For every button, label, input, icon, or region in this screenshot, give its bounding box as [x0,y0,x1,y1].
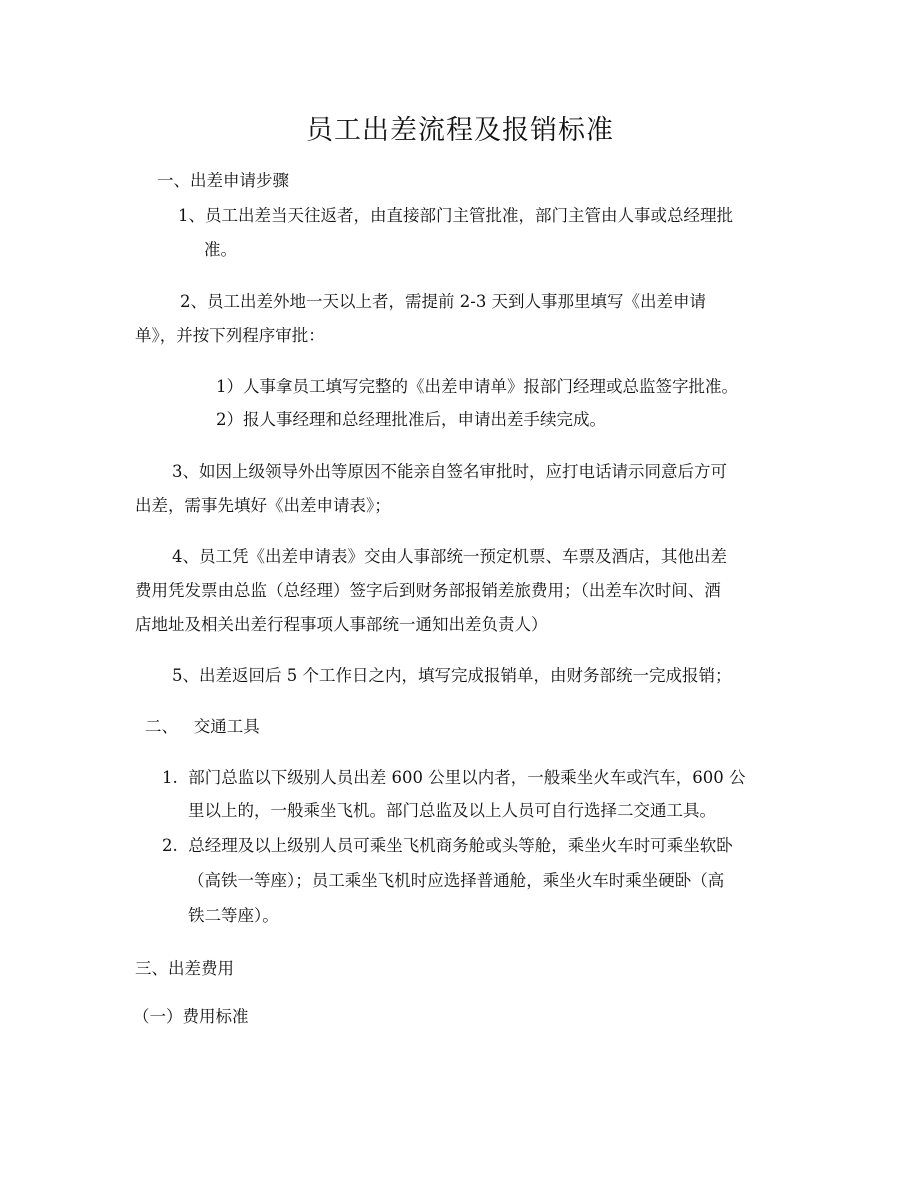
section-heading-travel-expenses: 三、出差费用 [135,959,234,978]
paragraph-line: 1、员工出差当天往返者，由直接部门主管批准，部门主管由人事或总经理批 [178,206,733,225]
paragraph-line: 费用凭发票由总监（总经理）签字后到财务部报销差旅费用；（出差车次时间、酒 [135,581,721,600]
paragraph-line: 单》，并按下列程序审批： [135,326,325,345]
section-heading-transportation: 二、 交通工具 [145,717,260,736]
paragraph-line: 店地址及相关出差行程事项人事部统一通知出差负责人） [135,615,548,634]
section-heading-application-steps: 一、出差申请步骤 [157,171,289,190]
list-item-line: 铁二等座）。 [188,906,279,925]
sub-item-line: 1）人事拿员工填写完整的《出差申请单》报部门经理或总监签字批准。 [216,377,738,396]
document-title: 员工出差流程及报销标准 [306,115,614,146]
list-item-line: 1. 部门总监以下级别人员出差 600 公里以内者，一般乘坐火车或汽车，600 公 [162,768,746,787]
list-item-line: 2. 总经理及以上级别人员可乘坐飞机商务舱或头等舱，乘坐火车时可乘坐软卧 [162,836,733,855]
list-item-line: （高铁一等座）；员工乘坐飞机时应选择普通舱，乘坐火车时乘坐硬卧（高 [188,871,725,890]
subsection-heading-expense-standards: （一）费用标准 [133,1007,249,1026]
paragraph-line: 3、如因上级领导外出等原因不能亲自签名审批时，应打电话请示同意后方可 [172,462,727,481]
paragraph-line: 2、员工出差外地一天以上者，需提前 2-3 天到人事那里填写《出差申请 [180,292,707,311]
sub-item-line: 2）报人事经理和总经理批准后，申请出差手续完成。 [216,410,606,429]
paragraph-line: 出差，需事先填好《出差申请表》； [135,496,391,515]
paragraph-line: 准。 [204,240,237,259]
paragraph-line: 4、员工凭《出差申请表》交由人事部统一预定机票、车票及酒店，其他出差 [172,547,727,566]
paragraph-line: 5、出差返回后 5 个工作日之内，填写完成报销单，由财务部统一完成报销； [172,666,732,685]
list-item-line: 里以上的，一般乘坐飞机。部门总监及以上人员可自行选择二交通工具。 [188,801,716,820]
